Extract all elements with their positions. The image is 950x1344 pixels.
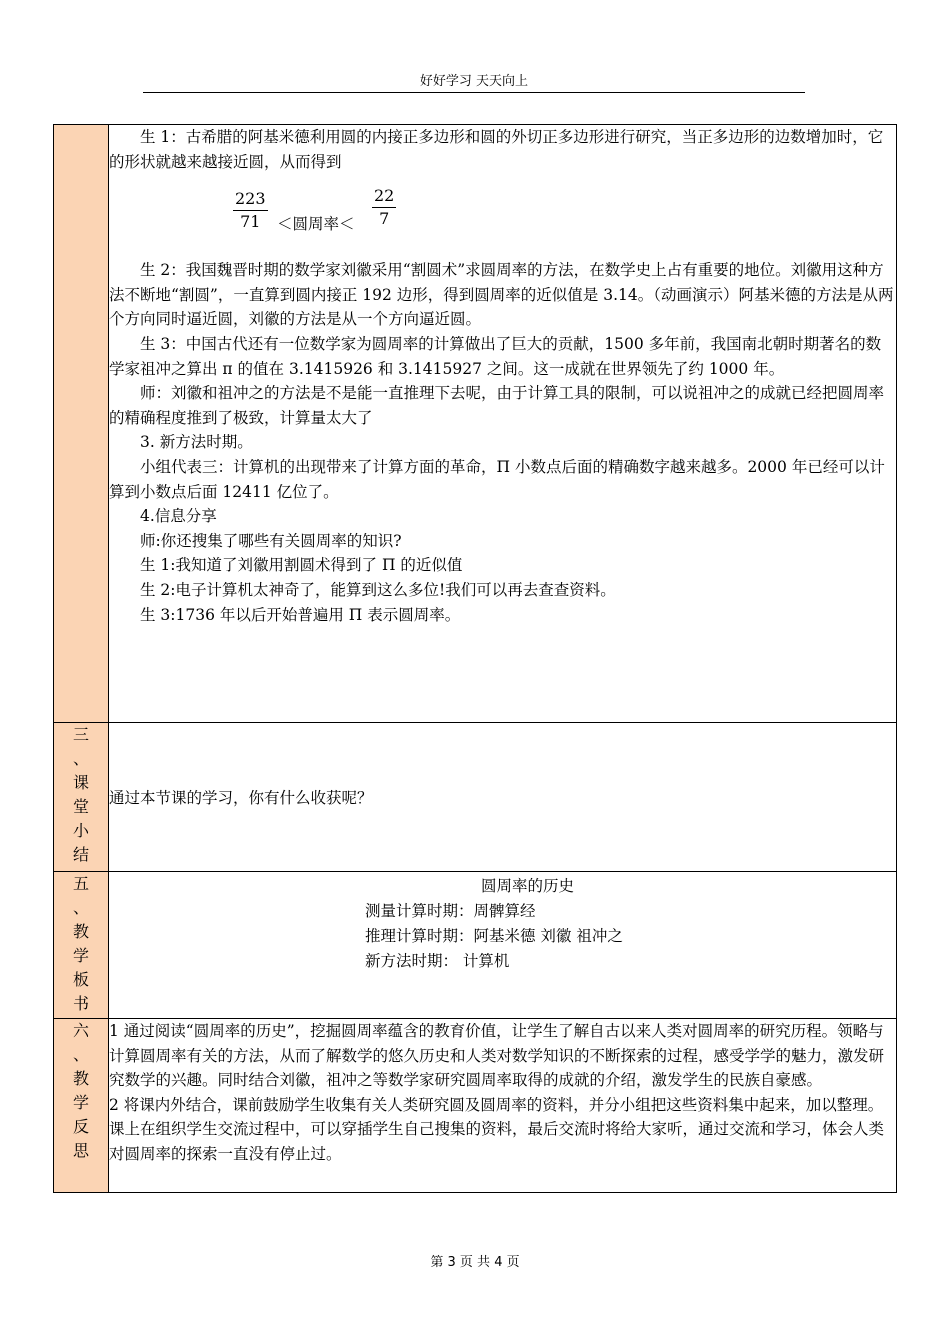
label-char: 、: [72, 898, 89, 917]
row-label-board: [54, 872, 109, 1019]
label-char: 教: [72, 1069, 89, 1088]
table-row-reflection: [54, 1019, 897, 1193]
summary-cell: [109, 723, 897, 872]
paragraph: 生 2：我国魏晋时期的数学家刘徽采用“割圆术”求圆周率的方法，在数学史上占有重要的地位。刘徽用这种方法不断地“割圆”，一直算到圆内接正 192 边形，得到圆周率的近似值是 3.14。（动画演示）阿基米德的方法是从两个方向同时逼近圆，刘徽的方法是从一个方向逼近圆。: [109, 261, 894, 329]
paragraph: 1 通过阅读“圆周率的历史”，挖掘圆周率蕴含的教育价值，让学生了解自古以来人类对圆周率的研究历程。领略与计算圆周率有关的方法，从而了解数学的悠久历史和人类对数学知识的不断探索的过程，感受学学的魅力，激发研究数学的兴趣。同时结合刘徽，祖冲之等数学家研究圆周率取得的成就的介绍，激发学生的民族自豪感。: [109, 1022, 885, 1090]
paragraph: 生 3：中国古代还有一位数学家为圆周率的计算做出了巨大的贡献，1500 多年前，我国南北朝时期著名的数学家祖冲之算出 π 的值在 3.1415926 和 3.1415927 之间。这一成就在世界领先了约 1000 年。: [109, 334, 882, 378]
label-char: 课: [72, 773, 89, 792]
page-footer: 第 3 页 共 4 页: [430, 1255, 520, 1270]
row-label-reflection: [54, 1019, 109, 1193]
label-char: 六: [72, 1021, 89, 1040]
label-char: 结: [72, 845, 89, 864]
label-char: 反: [72, 1117, 89, 1136]
paragraph: 师:你还搜集了哪些有关圆周率的知识?: [140, 531, 402, 550]
board-cell: [109, 872, 897, 1019]
fraction-left-numerator: 223: [233, 188, 268, 211]
board-line: 新方法时期： 计算机: [365, 952, 510, 970]
inequality-text: ＜圆周率＜: [277, 215, 355, 234]
row-label-empty: [54, 125, 109, 723]
summary-text: 通过本节课的学习，你有什么收获呢？: [109, 789, 373, 807]
paragraph: 生 3:1736 年以后开始普遍用 Π 表示圆周率。: [140, 605, 461, 624]
pi-inequality: [109, 180, 896, 258]
label-char: 堂: [72, 797, 89, 816]
label-char: 教: [72, 922, 89, 941]
paragraph: 生 1：古希腊的阿基米德利用圆的内接正多边形和圆的外切正多边形进行研究，当正多边形的边数增加时，它的形状就越来越接近圆，从而得到: [109, 128, 884, 171]
table-row-board: [54, 872, 897, 1019]
label-char: 板: [72, 970, 89, 989]
paragraph: 生 2:电子计算机太神奇了，能算到这么多位!我们可以再去查查资料。: [140, 580, 616, 599]
page-header: 好好学习 天天向上: [143, 70, 805, 93]
fraction-right: [372, 185, 396, 230]
board-title: 圆周率的历史: [480, 877, 574, 895]
fraction-right-numerator: 22: [372, 185, 396, 208]
paragraph: 师：刘徽和祖冲之的方法是不是能一直推理下去呢，由于计算工具的限制，可以说祖冲之的成就已经把圆周率的精确程度推到了极致，计算量太大了: [109, 384, 885, 427]
table-row-summary: [54, 723, 897, 872]
paragraph: 小组代表三：计算机的出现带来了计算方面的革命，Π 小数点后面的精确数字越来越多。2000 年已经可以计算到小数点后面 12411 亿位了。: [109, 457, 885, 501]
label-char: 小: [72, 821, 89, 840]
board-line: 推理计算时期：阿基米德 刘徽 祖冲之: [365, 927, 623, 945]
table-row-teaching-process: [54, 125, 897, 723]
label-char: 书: [72, 994, 89, 1013]
fraction-left-denominator: 71: [240, 212, 261, 232]
paragraph: 2 将课内外结合，课前鼓励学生收集有关人类研究圆及圆周率的资料，并分小组把这些资料集中起来，加以整理。课上在组织学生交流过程中，可以穿插学生自己搜集的资料，最后交流时将给大家听，通过交流和学习，体会人类对圆周率的探索一直没有停止过。: [109, 1095, 885, 1163]
reflection-cell: [109, 1019, 897, 1193]
label-char: 学: [72, 1093, 89, 1112]
paragraph: 4.信息分享: [140, 507, 217, 526]
blackboard-outline: [109, 872, 896, 974]
label-char: 五: [72, 874, 89, 893]
lesson-table: [53, 124, 897, 1193]
label-char: 三: [72, 725, 89, 744]
teaching-process-cell: [109, 125, 897, 723]
label-char: 学: [72, 946, 89, 965]
paragraph: 生 1:我知道了刘徽用割圆术得到了 Π 的近似值: [140, 556, 463, 575]
label-char: 、: [72, 749, 89, 768]
row-label-summary: [54, 723, 109, 872]
board-line: 测量计算时期：周髀算经: [365, 902, 536, 920]
fraction-right-denominator: 7: [379, 209, 390, 229]
label-char: 、: [72, 1045, 89, 1064]
fraction-left: [233, 188, 268, 233]
paragraph: 3. 新方法时期。: [140, 433, 253, 452]
label-char: 思: [72, 1141, 89, 1160]
